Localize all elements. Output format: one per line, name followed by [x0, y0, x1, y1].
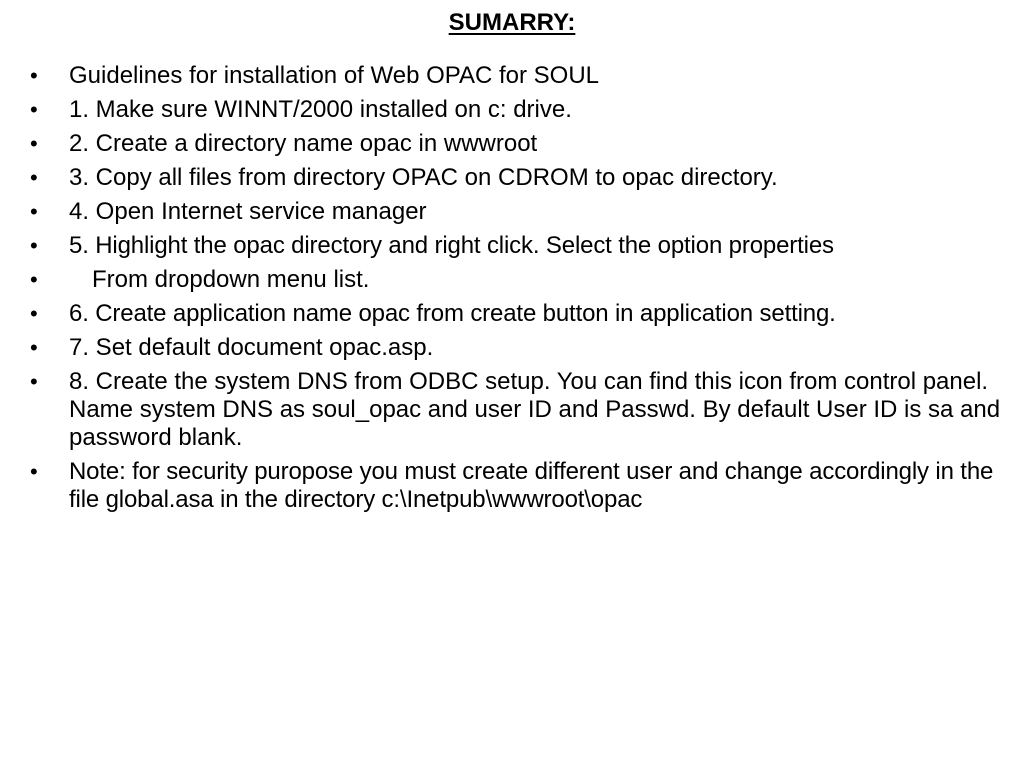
- bullet-text: 7. Set default document opac.asp.: [69, 334, 434, 361]
- bullet-item: [0, 96, 1010, 124]
- bullet-marker: •: [30, 199, 38, 224]
- bullet-item: [0, 368, 1010, 452]
- bullet-text: 2. Create a directory name opac in wwwroot: [69, 130, 538, 157]
- bullet-marker: •: [30, 233, 38, 258]
- bullet-list: [0, 62, 1010, 520]
- bullet-marker: •: [30, 335, 38, 360]
- bullet-text: 3. Copy all files from directory OPAC on CDROM to opac directory.: [69, 164, 778, 191]
- bullet-marker: •: [30, 369, 38, 394]
- bullet-text: Note: for security puropose you must create different user and change accordingly in the file global.asa in the directory c:\Inetpub\wwwroot\opac: [69, 458, 1000, 513]
- bullet-marker: •: [30, 63, 38, 88]
- bullet-item: [0, 62, 1010, 90]
- bullet-item: [0, 198, 1010, 226]
- bullet-text: 1. Make sure WINNT/2000 installed on c: drive.: [69, 96, 572, 123]
- bullet-item: [0, 458, 1010, 514]
- bullet-marker: •: [30, 165, 38, 190]
- bullet-text: 6. Create application name opac from create button in application setting.: [69, 300, 836, 327]
- bullet-text: 5. Highlight the opac directory and right click. Select the option properties: [69, 232, 834, 259]
- bullet-marker: •: [30, 301, 38, 326]
- bullet-item: [0, 164, 1010, 192]
- bullet-text: 8. Create the system DNS from ODBC setup. You can find this icon from control panel. Name system DNS as soul_opac and user ID and Passwd. By default User ID is sa and password blank.: [69, 368, 1007, 451]
- bullet-item: [0, 232, 1010, 260]
- bullet-text: 4. Open Internet service manager: [69, 198, 427, 225]
- bullet-marker: •: [30, 131, 38, 156]
- bullet-item: [0, 266, 1010, 294]
- slide-title: SUMARRY:: [448, 9, 576, 36]
- bullet-marker: •: [30, 97, 38, 122]
- bullet-item: [0, 300, 1010, 328]
- bullet-text: From dropdown menu list.: [92, 266, 370, 293]
- bullet-marker: •: [30, 267, 38, 292]
- bullet-text: Guidelines for installation of Web OPAC for SOUL: [69, 62, 600, 89]
- bullet-item: [0, 130, 1010, 158]
- bullet-item: [0, 334, 1010, 362]
- bullet-marker: •: [30, 459, 38, 484]
